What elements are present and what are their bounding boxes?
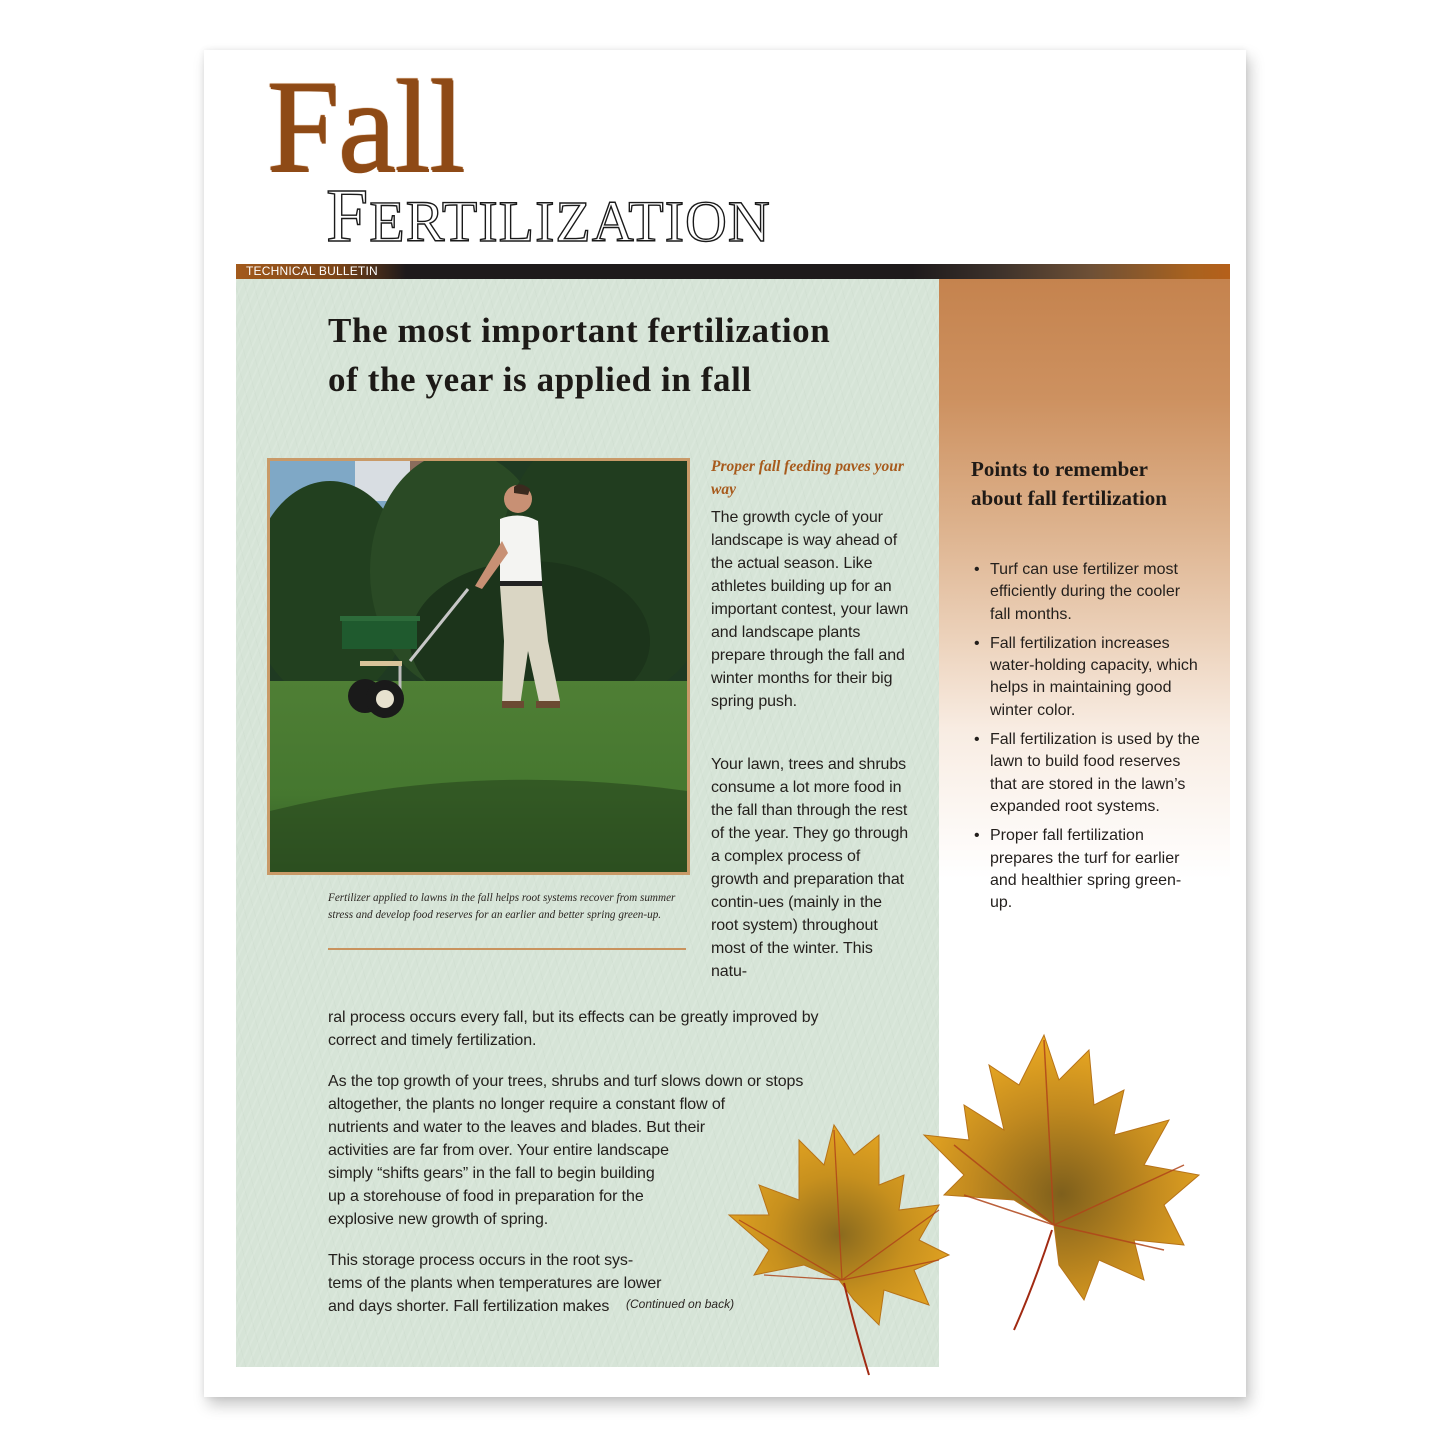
lawn-spreader-photo — [267, 458, 690, 875]
sidebar-point-text: Fall fertilization is used by the lawn to build food reserves that are stored in the lawn’s expanded root systems. — [990, 731, 1200, 815]
body-paragraph-2: Your lawn, trees and shrubs consume a lot more food in the fall than through the rest of the year. They go through a complex process of growth and preparation that contin-ues (mainly in the root system) throughout most of the winter. This natu- — [711, 756, 909, 980]
sidebar-title: Points to remember about fall fertilization — [971, 457, 1167, 510]
body-line: up a storehouse of food in preparation for the — [328, 1188, 644, 1205]
maple-leaf-icon — [714, 1025, 1224, 1385]
body-line: explosive new growth of spring. — [328, 1211, 549, 1228]
body-line: and days shorter. Fall fertilization makes — [328, 1298, 610, 1315]
title-fertilization — [326, 174, 771, 258]
continued-note: (Continued on back) — [626, 1297, 735, 1311]
bullet-icon: • — [974, 634, 980, 652]
title-fertilization-rest: ERTILIZATION — [369, 189, 771, 254]
bulletin-page — [204, 50, 1246, 1397]
sidebar-point-text: Turf can use fertilizer most efficiently during the cooler fall months. — [990, 561, 1181, 623]
photo-caption: Fertilizer applied to lawns in the fall helps root systems recover from summer stress and develop food reserves for an earlier and better spring green-up. — [328, 892, 676, 921]
bullet-icon: • — [974, 827, 980, 845]
sidebar-point — [972, 633, 1202, 722]
body-line: This storage process occurs in the root sys- — [328, 1252, 634, 1269]
body-line: correct and timely fertilization. — [328, 1032, 537, 1049]
sidebar-point — [972, 825, 1202, 914]
bullet-icon: • — [974, 731, 980, 749]
body-paragraph-1: The growth cycle of your landscape is way ahead of the actual season. Like athletes building up for an important contest, your lawn and landscape plants prepare through the fall and winter months for their big spring push. — [711, 509, 909, 710]
body-line: As the top growth of your trees, shrubs and turf slows down or stops — [328, 1073, 804, 1090]
maple-leaves-decoration — [714, 1025, 1224, 1385]
caption-divider — [328, 948, 686, 950]
photo-illustration — [270, 461, 687, 872]
sidebar-point-text: Fall fertilization increases water-holding capacity, which helps in maintaining good winter color. — [990, 634, 1198, 719]
bulletin-label: TECHNICAL BULLETIN — [246, 264, 378, 278]
sidebar-point — [972, 729, 1202, 818]
body-line: tems of the plants when temperatures are lower — [328, 1275, 662, 1292]
sidebar-point — [972, 559, 1202, 626]
body-line: nutrients and water to the leaves and blades. But their — [328, 1119, 705, 1136]
technical-bulletin-bar — [236, 264, 1230, 279]
title-fertilization-initial: F — [326, 174, 370, 258]
title-fall: Fall — [266, 52, 464, 199]
body-line: altogether, the plants no longer require a constant flow of — [328, 1096, 726, 1113]
sidebar-point-text: Proper fall fertilization prepares the turf for earlier and healthier spring green-up. — [990, 827, 1182, 912]
sidebar-points-list — [972, 559, 1202, 921]
section-subhead: Proper fall feeding paves your way — [711, 458, 904, 498]
bullet-icon: • — [974, 561, 980, 578]
body-line: simply “shifts gears” in the fall to begin building — [328, 1165, 655, 1182]
page-headline: The most important fertilization of the year is applied in fall — [328, 311, 831, 399]
body-line: activities are far from over. Your entire landscape — [328, 1142, 669, 1159]
body-line: ral process occurs every fall, but its effects can be greatly improved by — [328, 1009, 819, 1026]
